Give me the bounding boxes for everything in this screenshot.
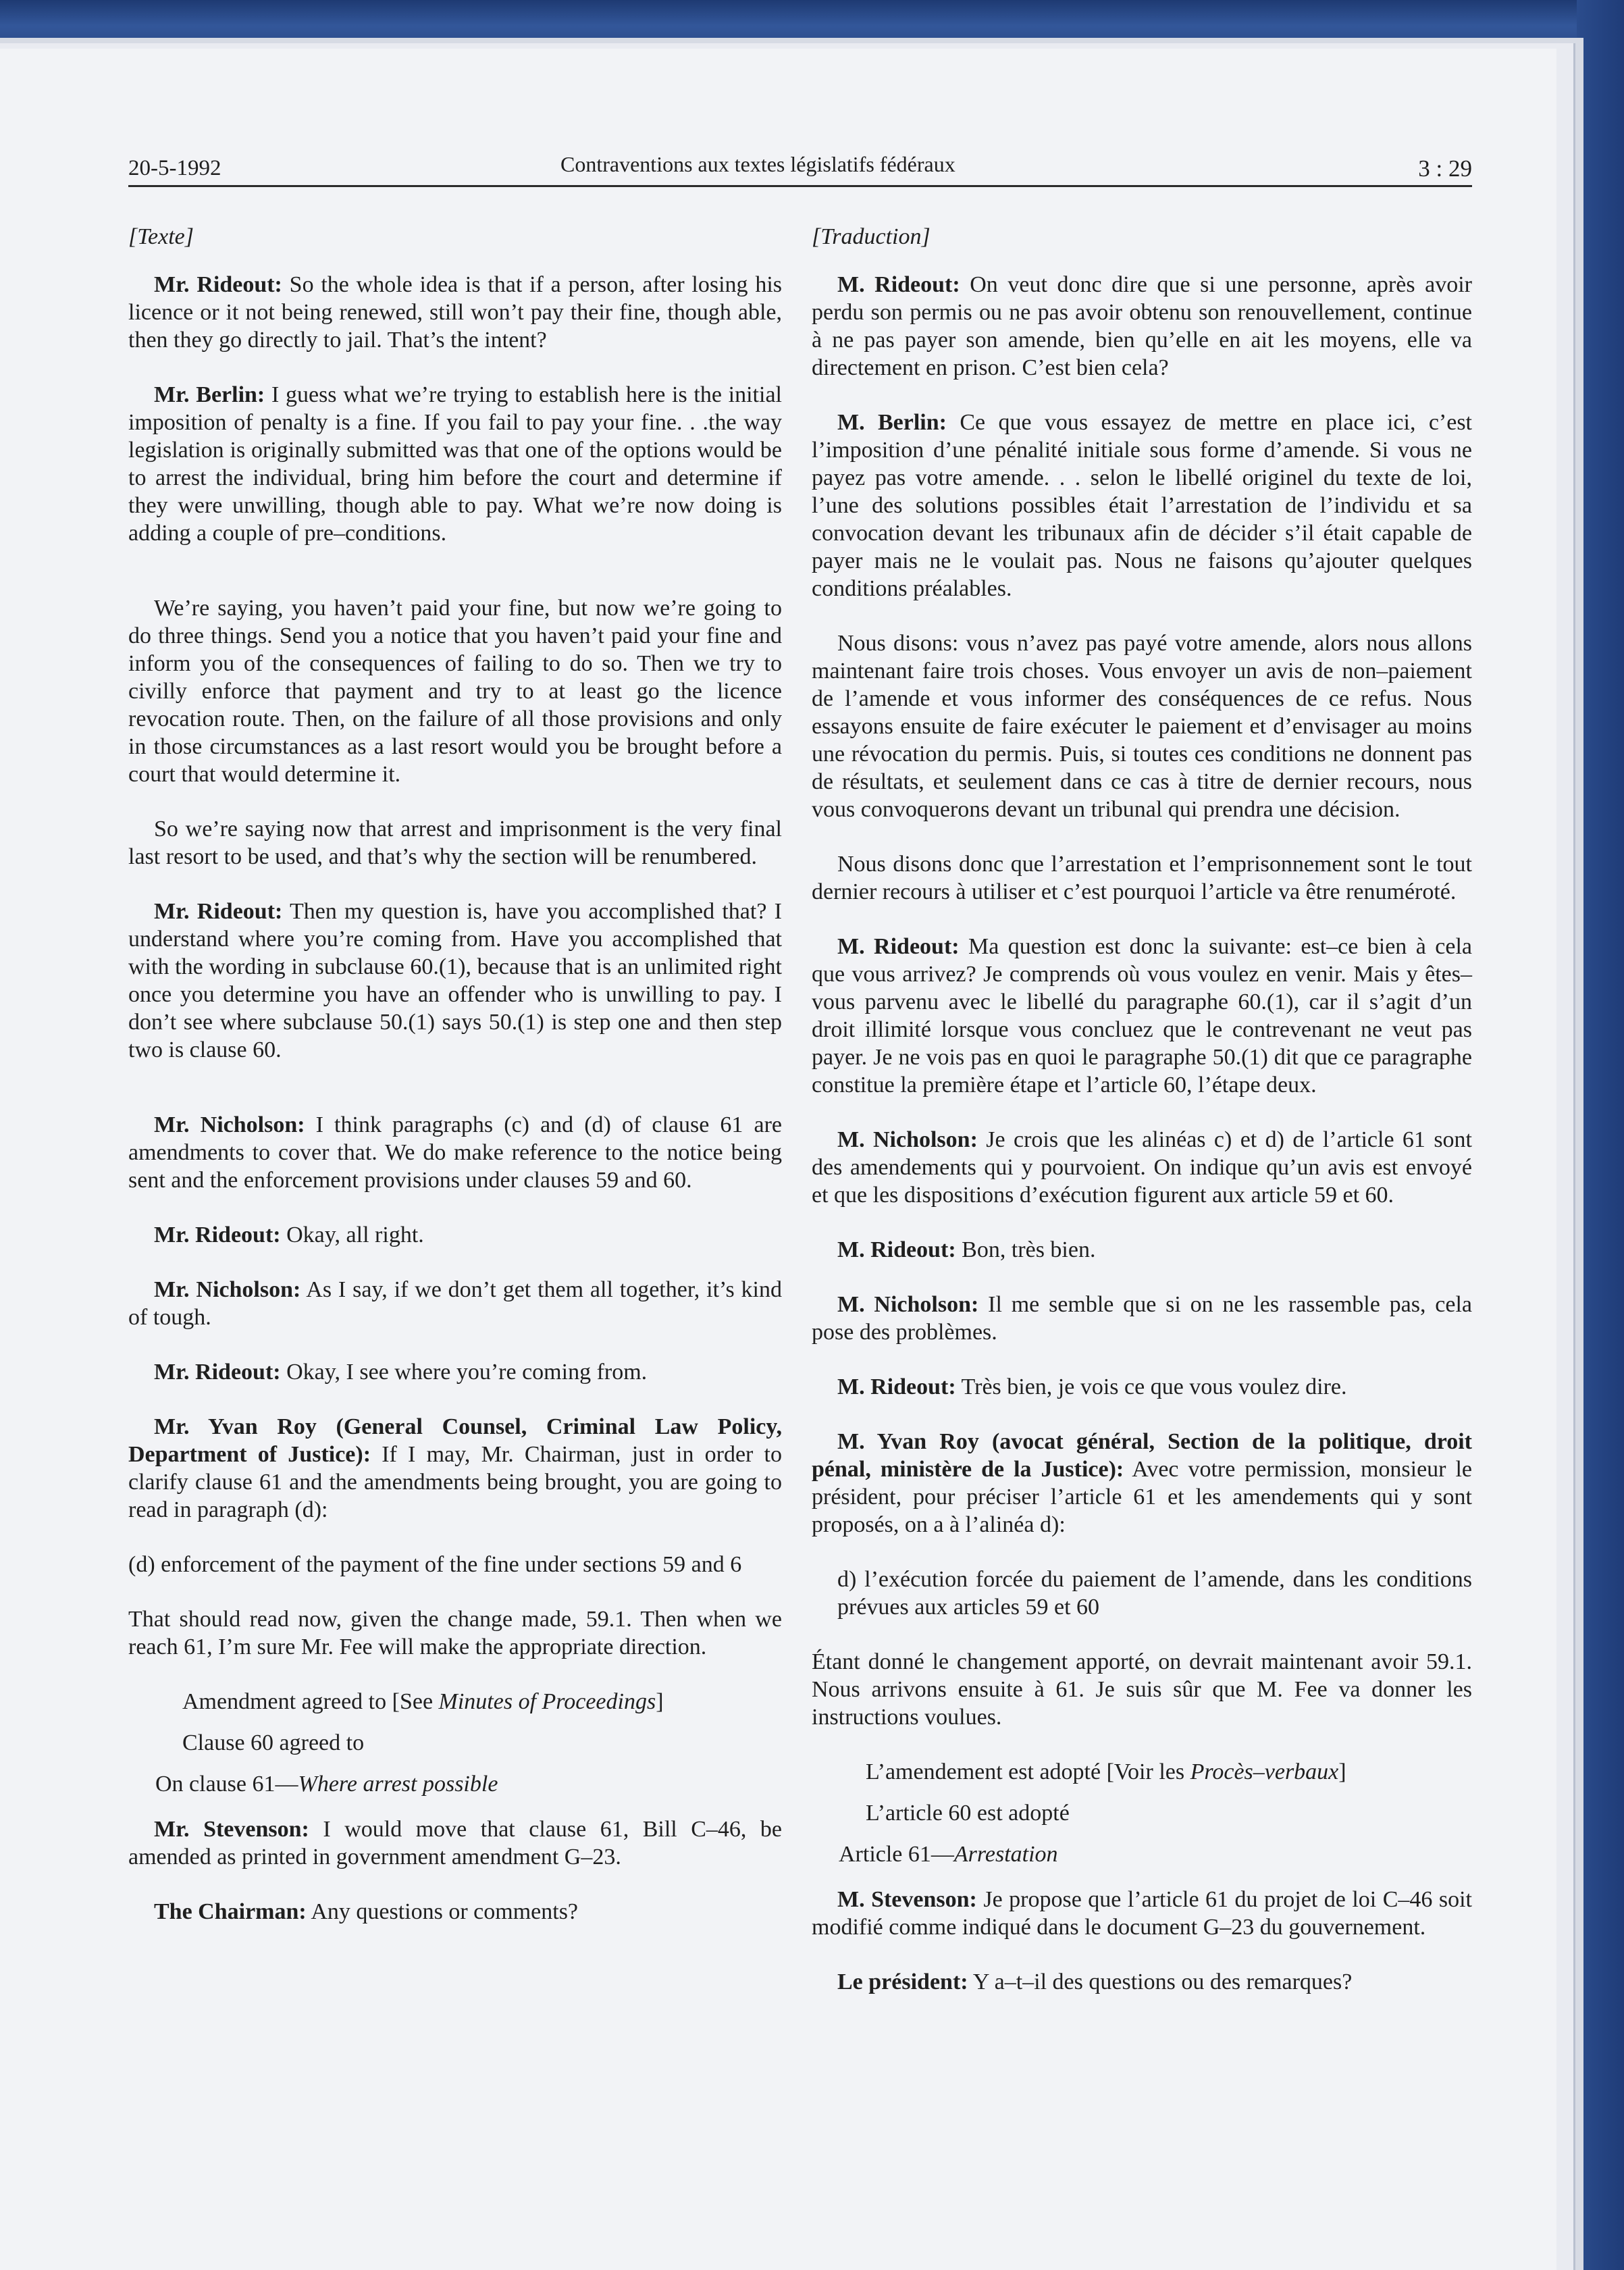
paragraph-text: I guess what we’re trying to establish here is the initial imposition of penalty is a fine. If you fail to pay your fine. . .the way legislation is originally submitted was that one of the options would be to arrest the individual, bring him before the court and determine if they were unwilling, though able to pay. What we’re now doing is adding a couple of pre–conditions. — [128, 382, 782, 546]
paragraph — [812, 1968, 1472, 1996]
paragraph — [812, 933, 1472, 1099]
header-date: 20-5-1992 — [128, 156, 221, 180]
paragraph — [812, 271, 1472, 382]
paragraph-text: Then my question is, have you accomplished that? I understand where you’re coming from. Have you accomplished that with the wording in subclause 60.(1), because that is an unlimited right once you determine you have an offender who is unwilling to pay. I don’t see where subclause 50.(1) says 50.(1) is step one and then step two is clause 60. — [128, 899, 782, 1062]
paragraph: That should read now, given the change made, 59.1. Then when we reach 61, I’m sure Mr. Fee will make the appropriate direction. — [128, 1607, 782, 1659]
left-column-english — [128, 223, 782, 1953]
paragraph: Étant donné le changement apporté, on devrait maintenant avoir 59.1. Nous arrivons ensuite à 61. Je suis sûr que M. Fee va donner les instructions voulues. — [812, 1649, 1472, 1730]
paragraph-text: Okay, all right. — [280, 1222, 424, 1247]
amendment-line — [812, 1758, 1472, 1786]
binder-right-edge — [1577, 0, 1624, 2270]
paragraph-text: On veut donc dire que si une personne, après avoir perdu son permis ou ne pas avoir obtenu son renouvellement, continue à ne pas payer son amende, bien qu’elle en ait les moyens, elle va directement en prison. C’est bien cela? — [812, 272, 1472, 380]
paragraph — [128, 815, 782, 871]
paragraph-text: Nous disons donc que l’arrestation et l’emprisonnement sont le tout dernier recours à utiliser et c’est pourquoi l’article va être renuméroté. — [812, 852, 1472, 904]
header-page-number: 3 : 29 — [1418, 155, 1472, 182]
speaker: Le président: — [837, 1969, 968, 1994]
speaker: M. Rideout: — [837, 272, 960, 297]
amendment-prefix: L’amendement est adopté [Voir les — [866, 1759, 1190, 1784]
paragraph-text: Il me semble que si on ne les rassemble pas, cela pose des problèmes. — [812, 1292, 1473, 1345]
paragraph-text: Y a–t–il des questions ou des remarques? — [968, 1969, 1353, 1994]
paragraph — [812, 1886, 1472, 1941]
paragraph — [128, 1358, 782, 1386]
paragraph-text: Okay, I see where you’re coming from. — [280, 1360, 648, 1385]
speaker: M. Berlin: — [837, 410, 947, 435]
paragraph — [128, 594, 782, 788]
paragraph-text: We’re saying, you haven’t paid your fine, but now we’re going to do three things. Send you a notice that you haven’t paid your fine and inform you of the consequences of failing to do so. Then we try to civilly enforce that payment and try to at least go the licence revocation route. Then, on the failure of all those provisions and only in those circumstances as a last resort would you be brought before a court that would determine it. — [128, 596, 782, 787]
speaker: Mr. Nicholson: — [154, 1277, 301, 1302]
paragraph — [812, 1236, 1472, 1264]
paragraph — [812, 409, 1472, 602]
paragraph — [128, 381, 782, 547]
speaker: Mr. Rideout: — [154, 1360, 281, 1385]
amendment-reference: Minutes of Proceedings — [438, 1689, 656, 1714]
paragraph-text: Any questions or comments? — [306, 1899, 579, 1924]
speaker: M. Yvan Roy (avocat général, Section de la politique, droit pénal, ministère de la Justice): — [812, 1429, 1472, 1482]
paragraph-text: As I say, if we don’t get them all together, it’s kind of tough. — [128, 1277, 782, 1330]
paragraph — [812, 629, 1472, 823]
paragraph — [128, 1111, 782, 1194]
speaker: M. Stevenson: — [837, 1887, 977, 1912]
paragraph-text: Bon, très bien. — [955, 1237, 1096, 1262]
paragraph — [812, 1126, 1472, 1209]
quoted-paragraph: (d) enforcement of the payment of the fine under sections 59 and 6 — [128, 1552, 742, 1577]
paragraph-text: Très bien, je vois ce que vous voulez dire. — [955, 1374, 1347, 1399]
paragraph-text: Ma question est donc la suivante: est–ce bien à cela que vous arrivez? Je comprends où vous voulez en venir. Mais y êtes–vous parvenu avec le libellé du paragraphe 60.(1), car il s’agit d’un droit illimité lorsque vous concluez que le contrevenant ne veut pas payer. Je ne vois pas en quoi le paragraphe 50.(1) dit que ce paragraphe constitue la première étape et l’article 60, l’étape deux. — [812, 934, 1472, 1098]
on-clause-title: Arrestation — [953, 1842, 1058, 1867]
speaker: Mr. Rideout: — [154, 1222, 281, 1247]
on-clause-prefix: Article 61— — [839, 1842, 954, 1867]
amendment-suffix: ] — [1338, 1759, 1346, 1784]
paragraph — [128, 271, 782, 354]
paragraph — [812, 1291, 1472, 1346]
paragraph-text: So the whole idea is that if a person, after losing his licence or it not being renewed, still won’t pay their fine, though able, then they go directly to jail. That’s the intent? — [128, 272, 782, 353]
on-clause-line — [812, 1840, 1472, 1868]
amendment-line — [128, 1688, 782, 1716]
paragraph — [812, 850, 1472, 906]
speaker: Mr. Nicholson: — [154, 1112, 305, 1137]
paragraph-text: Je crois que les alinéas c) et d) de l’article 61 sont des amendements qui y pourvoient. On indique qu’un avis est envoyé et que les dispositions d’exécution figurent aux article 59 et 60. — [812, 1127, 1472, 1208]
speaker: Mr. Rideout: — [154, 272, 282, 297]
text-tag: [Texte] — [128, 224, 194, 249]
paragraph — [128, 898, 782, 1064]
paragraph-text: So we’re saying now that arrest and imprisonment is the very final last resort to be used, and that’s why the section will be renumbered. — [128, 817, 782, 869]
speaker: M. Nicholson: — [837, 1292, 979, 1317]
amendment-prefix: Amendment agreed to [See — [182, 1689, 439, 1714]
quoted-paragraph: d) l’exécution forcée du paiement de l’amende, dans les conditions prévues aux articles 59 et 60 — [837, 1567, 1472, 1620]
amendment-suffix: ] — [656, 1689, 664, 1714]
paragraph-text: Je propose que l’article 61 du projet de loi C–46 soit modifié comme indiqué dans le document G–23 du gouvernement. — [812, 1887, 1472, 1940]
paragraph — [812, 1373, 1472, 1401]
paragraph — [128, 1221, 782, 1249]
paragraph — [128, 1276, 782, 1331]
header-title: Contraventions aux textes législatifs fédéraux — [560, 152, 955, 176]
speaker: M. Rideout: — [837, 934, 960, 959]
speaker: Mr. Rideout: — [154, 899, 283, 924]
speaker: The Chairman: — [154, 1899, 307, 1924]
right-column-french — [812, 223, 1472, 2023]
clause-agreed-line: Clause 60 agreed to — [182, 1730, 365, 1755]
paragraph-text: Ce que vous essayez de mettre en place ici, c’est l’imposition d’une pénalité initiale sous forme d’amende. Si vous ne payez pas votre amende. . . selon le libellé originel du texte de loi, l’une des solutions possibles était l’arrestation de l’individu et sa convocation devant les tribunaux afin de décider s’il était capable de payer mais ne le voulait pas. Nous ne faisons qu’ajouter quelques conditions préalables. — [812, 410, 1472, 601]
paragraph-text: Nous disons: vous n’avez pas payé votre amende, alors nous allons maintenant faire trois choses. Vous envoyer un avis de non–paiement de l’amende et vous informer des conséquences de ce refus. Nous essayons ensuite de faire exécuter le paiement et d’envisager au moins une révocation du permis. Puis, si toutes ces conditions ne donnent pas de résultats, et seulement dans ce cas à titre de dernier recours, nous vous convoquerons devant un tribunal qui prendra une décision. — [812, 631, 1472, 822]
speaker: Mr. Yvan Roy (General Counsel, Criminal Law Policy, Department of Justice): — [128, 1414, 782, 1467]
speaker: Mr. Berlin: — [154, 382, 265, 407]
speaker: Mr. Stevenson: — [154, 1817, 309, 1842]
on-clause-prefix: On clause 61— — [155, 1772, 298, 1797]
amendment-reference: Procès–verbaux — [1190, 1759, 1339, 1784]
speaker: M. Rideout: — [837, 1237, 956, 1262]
paragraph — [812, 1428, 1472, 1539]
on-clause-line — [128, 1770, 782, 1798]
paragraph-text: I would move that clause 61, Bill C–46, be amended as printed in government amendment G–23. — [128, 1817, 782, 1869]
paragraph-text: If I may, Mr. Chairman, just in order to clarify clause 61 and the amendments being brought, you are going to read in paragraph (d): — [128, 1442, 782, 1522]
paragraph — [128, 1815, 782, 1871]
paragraph — [128, 1413, 782, 1524]
paragraph-text: I think paragraphs (c) and (d) of clause 61 are amendments to cover that. We do make reference to the notice being sent and the enforcement provisions under clauses 59 and 60. — [128, 1112, 782, 1193]
on-clause-title: Where arrest possible — [298, 1772, 498, 1797]
translation-tag: [Traduction] — [812, 224, 931, 249]
paragraph — [128, 1898, 782, 1926]
speaker: M. Nicholson: — [837, 1127, 978, 1152]
speaker: M. Rideout: — [837, 1374, 956, 1399]
page-header — [128, 154, 1472, 187]
clause-agreed-line: L’article 60 est adopté — [866, 1801, 1070, 1826]
paragraph-text: Avec votre permission, monsieur le président, pour préciser l’article 61 et les amendements qui y sont proposés, on a à l’alinéa d): — [812, 1457, 1473, 1537]
